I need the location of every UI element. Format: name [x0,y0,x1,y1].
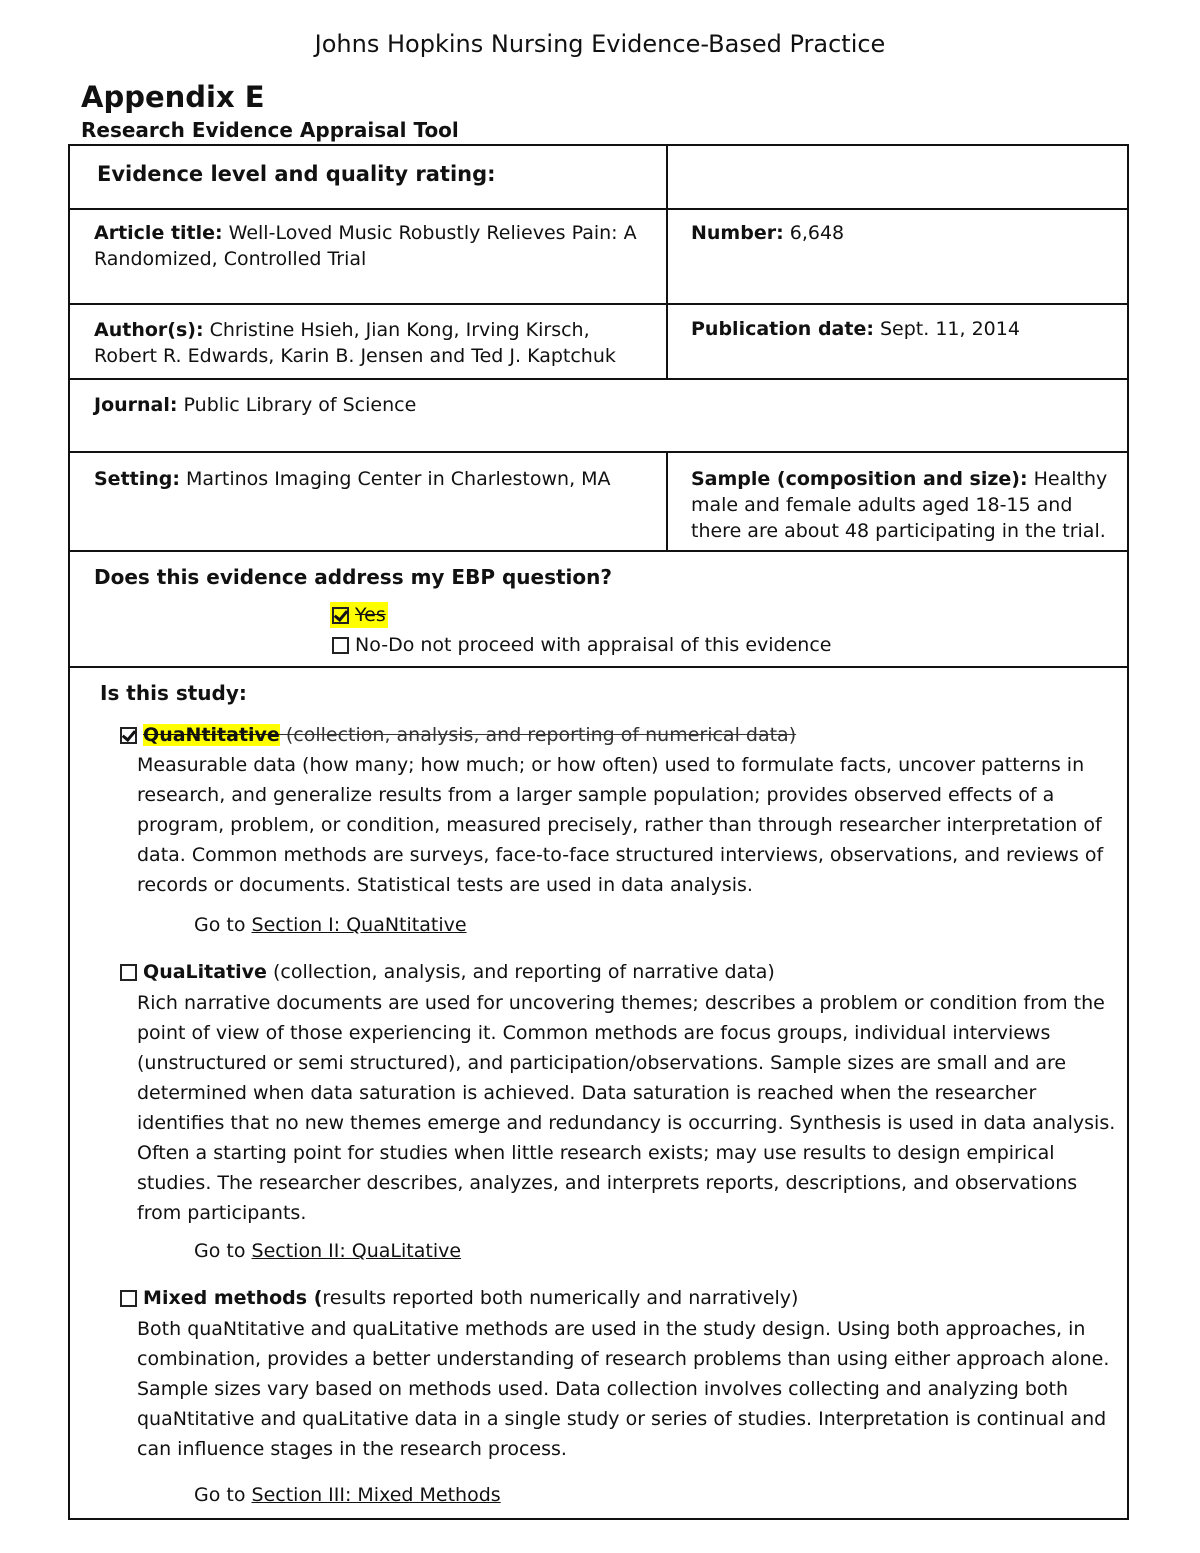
mixed-methods-desc: results reported both numerically and narratively) [322,1287,799,1309]
article-title-label: Article title: [94,222,223,244]
ebp-no-option[interactable] [332,632,831,658]
checked-checkbox-icon[interactable] [120,727,137,744]
divider [70,378,1127,380]
goto-prefix: Go to [194,1240,252,1262]
study-type-label: Is this study: [100,681,247,705]
quantitative-option[interactable] [120,722,796,748]
mixed-methods-name: Mixed methods ( [143,1287,323,1309]
publication-date-field[interactable] [691,316,1111,342]
qualitative-desc: (collection, analysis, and reporting of narrative data) [266,961,775,983]
yes-highlight [330,602,388,628]
quantitative-goto [194,914,467,936]
divider [70,666,1127,668]
authors-value: Christine Hsieh, Jian Kong, Irving Kirsch, Robert R. Edwards, Karin B. Jensen and Ted J. Kaptchuk [94,319,616,367]
ebp-no-label: No-Do not proceed with appraisal of this evidence [355,634,832,656]
publication-date-label: Publication date: [691,318,874,340]
appraisal-form [68,144,1129,1520]
publication-date-value: Sept. 11, 2014 [873,318,1020,340]
quantitative-name: QuaNtitative [143,724,280,746]
qualitative-option[interactable] [120,959,775,985]
section-1-link[interactable]: Section I: QuaNtitative [251,914,467,936]
mixed-methods-goto [194,1484,501,1506]
number-value: 6,648 [783,222,845,244]
setting-label: Setting: [94,468,180,490]
checkbox-icon[interactable] [332,637,349,654]
evidence-rating-label: Evidence level and quality rating: [97,162,496,186]
checkbox-icon[interactable] [120,1290,137,1307]
authors-label: Author(s): [94,319,204,341]
authors-field[interactable] [94,317,654,369]
divider [70,451,1127,453]
quantitative-desc: (collection, analysis, and reporting of numerical data) [279,724,797,746]
number-field[interactable] [691,220,1111,246]
quantitative-description: Measurable data (how many; how much; or how often) used to formulate facts, uncover patterns in research, and generalize results from a larger sample population; provides observed effects of a program, problem, or condition, measured precisely, rather than through researcher interpretation of data. Common methods are surveys, face-to-face structured interviews, observations, and reviews of records or documents. Statistical tests are used in data analysis. [137,754,1104,896]
divider [70,550,1127,552]
sample-field[interactable] [691,466,1123,544]
ebp-question-label: Does this evidence address my EBP question? [94,565,612,589]
goto-prefix: Go to [194,914,252,936]
divider [666,452,668,552]
divider [70,208,1127,210]
journal-label: Journal: [94,394,178,416]
appendix-subtitle: Research Evidence Appraisal Tool [81,118,459,142]
setting-value: Martinos Imaging Center in Charlestown, MA [179,468,611,490]
qualitative-description: Rich narrative documents are used for uncovering themes; describes a problem or condition from the point of view of those experiencing it. Common methods are focus groups, individual interviews (unstructured or semi structured), and participation/observations. Sample sizes are small and are determined when data saturation is achieved. Data saturation is reached when the researcher identifies that no new themes emerge and redundancy is occurring. Synthesis is used in data analysis. Often a starting point for studies when little research exists; may use results to design empirical studies. The researcher describes, analyzes, and interprets reports, descriptions, and observations from participants. [137,992,1116,1224]
ebp-yes-label: Yes [355,604,386,626]
number-label: Number: [691,222,784,244]
appendix-title: Appendix E [81,80,265,114]
checkbox-icon[interactable] [120,964,137,981]
mixed-methods-option[interactable] [120,1285,798,1311]
article-title-field[interactable] [94,220,654,272]
setting-field[interactable] [94,466,654,492]
section-2-link[interactable]: Section II: QuaLitative [251,1240,462,1262]
divider [70,303,1127,305]
article-title-value: Well-Loved Music Robustly Relieves Pain: A Randomized, Controlled Trial [94,222,637,270]
section-3-link[interactable]: Section III: Mixed Methods [251,1484,501,1506]
journal-field[interactable] [94,392,1094,418]
checked-checkbox-icon[interactable] [332,607,349,624]
goto-prefix: Go to [194,1484,252,1506]
qualitative-goto [194,1240,461,1262]
page-header: Johns Hopkins Nursing Evidence-Based Practice [314,30,886,58]
ebp-yes-option[interactable] [330,602,388,628]
qualitative-name: QuaLitative [143,961,267,983]
sample-label: Sample (composition and size): [691,468,1028,490]
sample-value: Healthy male and female adults aged 18-15 and there are about 48 participating in the trial. [691,468,1108,542]
journal-value: Public Library of Science [177,394,417,416]
evidence-rating-field[interactable] [668,146,1127,208]
mixed-methods-description: Both quaNtitative and quaLitative methods are used in the study design. Using both approaches, in combination, provides a better understanding of research problems than using either approach alone. Sample sizes vary based on methods used. Data collection involves collecting and analyzing both quaNtitative and quaLitative data in a single study or series of studies. Interpretation is continual and can influence stages in the research process. [137,1318,1110,1460]
